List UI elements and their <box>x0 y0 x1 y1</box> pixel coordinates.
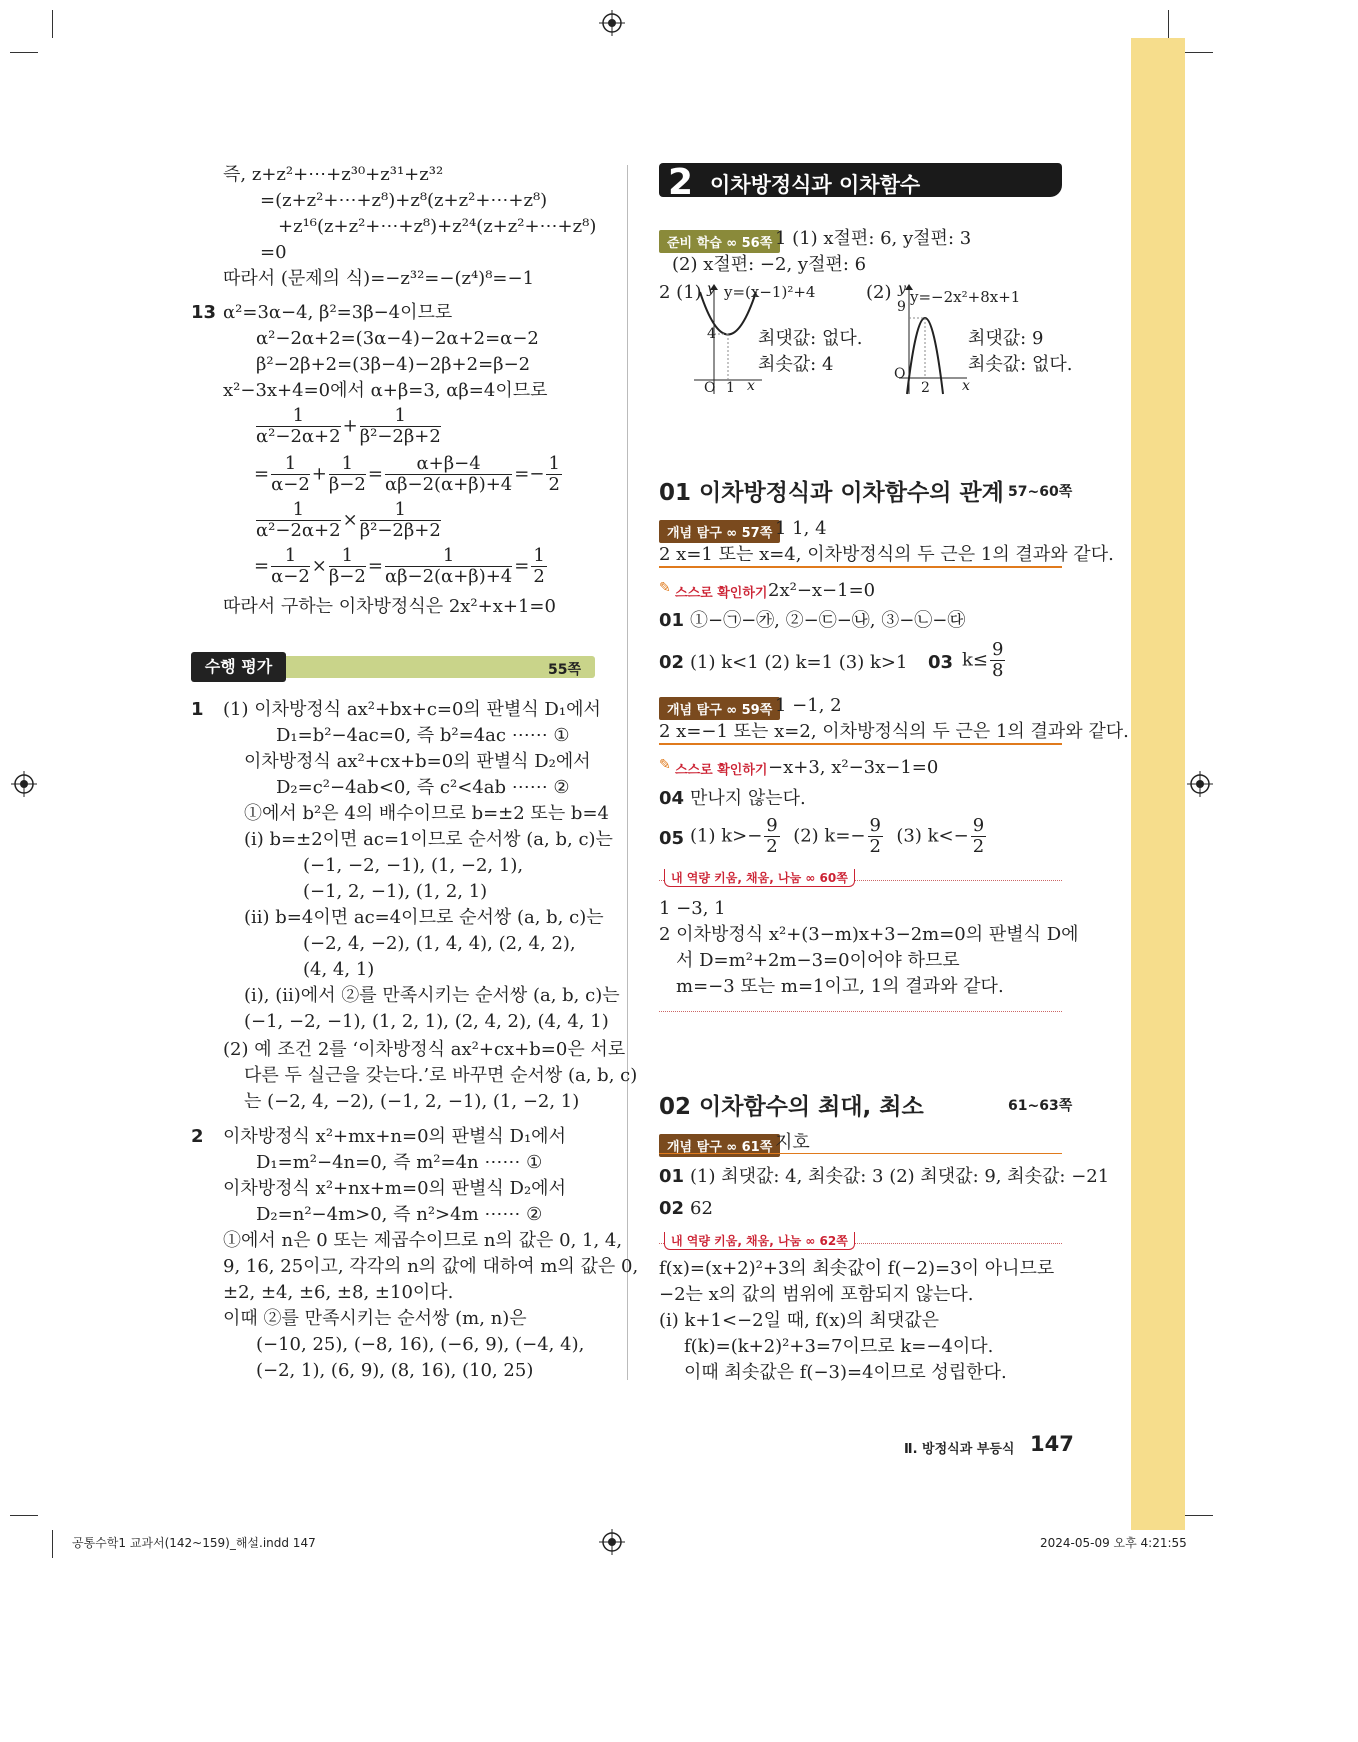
denominator: α−2 <box>271 566 310 587</box>
text-line: 만나지 않는다. <box>690 788 806 809</box>
text-line: (−10, 25), (−8, 16), (−6, 9), (−4, 4), <box>256 1334 585 1355</box>
text-line: (2) x절편: −2, y절편: 6 <box>672 254 867 275</box>
text-line: 이때 ②를 만족시키는 순서쌍 (m, n)은 <box>223 1308 527 1329</box>
text-line: −2는 x의 값의 범위에 포함되지 않는다. <box>659 1284 974 1305</box>
section-title: 01 이차방정식과 이차함수의 관계 <box>659 480 1004 506</box>
text-line: (4, 4, 1) <box>303 959 375 980</box>
numerator: 1 <box>271 546 310 567</box>
text-line: =(z+z²+⋯+z⁸)+z⁸(z+z²+⋯+z⁸) <box>260 190 548 211</box>
question-number: 03 <box>928 652 954 673</box>
q05-part3: (3) k<− <box>896 825 969 847</box>
registration-mark-icon <box>599 1529 625 1555</box>
text-line: +z¹⁶(z+z²+⋯+z⁸)+z²⁴(z+z²+⋯+z⁸) <box>278 216 597 237</box>
denominator: 8 <box>992 660 1004 681</box>
numerator: 1 <box>329 454 366 475</box>
answer-underline <box>659 1153 1062 1154</box>
section-pages: 57~60쪽 <box>1008 484 1073 500</box>
graph2-x-tick: 2 <box>921 380 930 396</box>
text-line: 다른 두 실근을 갖는다.’로 바꾸면 순서쌍 (a, b, c) <box>244 1065 638 1086</box>
registration-mark-icon <box>11 771 37 797</box>
text-line: −x+3, x²−3x−1=0 <box>768 757 939 778</box>
numerator: 1 <box>271 454 310 475</box>
text-line: x²−3x+4=0에서 α+β=3, αβ=4이므로 <box>223 380 548 401</box>
text-line: f(k)=(k+2)²+3=7이므로 k=−4이다. <box>684 1336 994 1357</box>
fraction-expression <box>690 816 988 857</box>
text-line: 2x²−x−1=0 <box>768 580 876 601</box>
page-number: 147 <box>1030 1432 1074 1456</box>
text-line: ①에서 n은 0 또는 제곱수이므로 n의 값은 0, 1, 4, <box>223 1230 623 1251</box>
text-line: 이차방정식 x²+mx+n=0의 판별식 D₁에서 <box>223 1126 566 1147</box>
text-line: ①−㉠−㉮, ②−㉢−㉯, ③−㉡−㉰ <box>690 610 966 631</box>
graph2-max: 최댓값: 9 <box>968 328 1044 349</box>
text-line: (−1, −2, −1), (1, 2, 1), (2, 4, 2), (4, 4, 1) <box>244 1011 609 1032</box>
numerator: α+β−4 <box>385 454 512 475</box>
text-line: 9, 16, 25이고, 각각의 n의 값에 대하여 m의 값은 0, <box>223 1256 639 1277</box>
fraction-expression: = $\frac{1}{\alpha-2}$ + $\frac{1}{\beta-2}$ = $\frac{\alpha+\beta-4}{\alpha\beta-2(\alpha+\beta)+4}$ =− $\frac{1}{2}$ <box>254 453 560 495</box>
graph2-min: 최솟값: 없다. <box>968 354 1073 375</box>
eval-header-label: 수행 평가 <box>191 652 286 682</box>
denominator: α²−2α+2 <box>256 426 341 447</box>
side-tab <box>1131 38 1185 1530</box>
text-line: D₂=n²−4m>0, 즉 n²>4m ⋯⋯ ② <box>256 1204 543 1225</box>
crop-mark <box>10 1515 38 1516</box>
text-line: α²−2α+2=(3α−4)−2α+2=α−2 <box>256 328 539 349</box>
text-line: α²=3α−4, β²=3β−4이므로 <box>223 302 453 323</box>
numerator: 1 <box>360 500 441 521</box>
concept-chip: 개념 탐구 ∞ 61쪽 <box>659 1134 780 1157</box>
denominator: 2 <box>548 474 560 495</box>
pencil-icon: ✎ <box>659 757 671 773</box>
text-line: 2 x=−1 또는 x=2, 이차방정식의 두 근은 1의 결과와 같다. <box>659 721 1129 742</box>
denominator: β−2 <box>328 566 366 587</box>
text-line: (−2, 4, −2), (1, 4, 4), (2, 4, 2), <box>303 933 576 954</box>
graph2-equation: y=−2x²+8x+1 <box>910 288 1021 306</box>
text-line: β²−2β+2=(3β−4)−2β+2=β−2 <box>256 354 531 375</box>
registration-mark-icon <box>1187 771 1213 797</box>
text-line: 이차방정식 ax²+cx+b=0의 판별식 D₂에서 <box>244 751 591 772</box>
graph2-axis-x: x <box>962 378 970 394</box>
question-number: 02 <box>659 652 685 673</box>
crop-mark <box>52 10 53 38</box>
graph1-axis-x: x <box>747 378 755 394</box>
text-line: (−1, 2, −1), (1, 2, 1) <box>303 881 488 902</box>
concept-chip: 개념 탐구 ∞ 57쪽 <box>659 520 780 543</box>
fraction-expression: $\frac{1}{\text{α²−2α+2}}$ + $\frac{1}{\text{β²−2β+2}}$ <box>256 405 441 447</box>
text-line: D₂=c²−4ab<0, 즉 c²<4ab ⋯⋯ ② <box>276 777 570 798</box>
text-line: (2) 예 조건 2를 ‘이차방정식 ax²+cx+b=0은 서로 <box>223 1039 626 1060</box>
text-line: 1 −3, 1 <box>659 898 726 919</box>
graph1-max: 최댓값: 없다. <box>758 328 863 349</box>
crop-mark <box>52 1530 53 1558</box>
text-line: (2) <box>866 282 892 303</box>
fraction-expression: = $\frac{1}{\alpha-2}$ × $\frac{1}{\beta-2}$ = $\frac{1}{\alpha\beta-2(\alpha+\beta)+4}$ = $\frac{1}{2}$ <box>254 545 545 587</box>
grow-label: 내 역량 키움, 채움, 나눔 ∞ 60쪽 <box>664 869 855 887</box>
numerator: 1 <box>329 546 366 567</box>
question-number: 04 <box>659 788 685 809</box>
text-line: m=−3 또는 m=1이고, 1의 결과와 같다. <box>676 976 1004 997</box>
text-line: (−2, 1), (6, 9), (8, 16), (10, 25) <box>256 1360 534 1381</box>
graph2-origin: O <box>894 366 906 382</box>
self-check-label: 스스로 확인하기 <box>675 586 768 601</box>
numerator: 1 <box>548 453 560 474</box>
text-line: 이때 최솟값은 f(−3)=4이므로 성립한다. <box>684 1362 1007 1383</box>
chapter-number: 2 <box>668 162 694 203</box>
text-line: 1 (1) x절편: 6, y절편: 3 <box>775 228 972 249</box>
denominator: 2 <box>766 836 778 857</box>
question-number: 01 <box>659 1166 685 1187</box>
crop-mark <box>1168 10 1169 38</box>
column-divider <box>627 165 628 1380</box>
section-title: 02 이차함수의 최대, 최소 <box>659 1094 924 1120</box>
text-line: 2 이차방정식 x²+(3−m)x+3−2m=0의 판별식 D에 <box>659 924 1079 945</box>
text-line: 따라서 (문제의 식)=−z³²=−(z⁴)⁸=−1 <box>223 268 535 289</box>
graph1-x-tick: 1 <box>726 380 735 396</box>
graph1-min: 최솟값: 4 <box>758 354 834 375</box>
denominator: 2 <box>869 836 881 857</box>
text-line: ①에서 b²은 4의 배수이므로 b=±2 또는 b=4 <box>244 803 609 824</box>
text-line: 서 D=m²+2m−3=0이어야 하므로 <box>676 950 960 971</box>
fraction-expression <box>962 640 1007 681</box>
graph2-axis-y: y <box>898 281 906 297</box>
denominator: β²−2β+2 <box>359 426 441 447</box>
text-line: 는 (−2, 4, −2), (−1, 2, −1), (1, −2, 1) <box>244 1091 580 1112</box>
question-number: 01 <box>659 610 685 631</box>
denominator: αβ−2(α+β)+4 <box>384 566 513 587</box>
numerator: 9 <box>992 639 1004 660</box>
text-line: =0 <box>260 242 287 263</box>
slug-file: 공통수학1 교과서(142~159)_해설.indd 147 <box>72 1536 316 1550</box>
text-line: 62 <box>690 1198 713 1219</box>
text-line: 1 −1, 2 <box>775 695 842 716</box>
q05-part1: (1) k>− <box>690 825 763 847</box>
concept-chip: 개념 탐구 ∞ 59쪽 <box>659 697 780 720</box>
text-line: 2 x=1 또는 x=4, 이차방정식의 두 근은 1의 결과와 같다. <box>659 544 1114 565</box>
text-line: (ⅱ) b=4이면 ac=4이므로 순서쌍 (a, b, c)는 <box>244 907 604 928</box>
k-leq: k≤ <box>962 649 988 671</box>
text-line: (ⅰ), (ⅱ)에서 ②를 만족시키는 순서쌍 (a, b, c)는 <box>244 985 620 1006</box>
problem-number: 2 <box>191 1126 204 1147</box>
text-line: 따라서 구하는 이차방정식은 2x²+x+1=0 <box>223 596 556 617</box>
text-line: 2 (1) <box>659 282 702 303</box>
graph1-origin: O <box>704 380 716 396</box>
numerator: 1 <box>256 406 341 427</box>
registration-mark-icon <box>599 10 625 36</box>
numerator: 9 <box>766 815 778 836</box>
denominator: 2 <box>972 836 985 857</box>
graph2-y-tick: 9 <box>897 299 906 315</box>
text-line: 지호 <box>775 1132 810 1153</box>
crop-mark <box>1185 1515 1213 1516</box>
problem-number: 13 <box>191 302 217 323</box>
text-line: 즉, z+z²+⋯+z³⁰+z³¹+z³² <box>223 164 444 185</box>
denominator: β−2 <box>328 474 366 495</box>
prep-chip: 준비 학습 ∞ 56쪽 <box>659 230 780 253</box>
q05-part2: (2) k=− <box>793 825 866 847</box>
numerator: 1 <box>256 500 341 521</box>
numerator: 9 <box>972 815 985 836</box>
slug-timestamp: 2024-05-09 오후 4:21:55 <box>1040 1536 1187 1550</box>
section-pages: 61~63쪽 <box>1008 1098 1073 1114</box>
text-line: (−1, −2, −1), (1, −2, 1), <box>303 855 524 876</box>
question-number: 02 <box>659 1198 685 1219</box>
fraction-expression: $\frac{1}{\text{α²−2α+2}}$ × $\frac{1}{\text{β²−2β+2}}$ <box>256 499 441 541</box>
denominator: β²−2β+2 <box>359 520 441 541</box>
pencil-icon: ✎ <box>659 580 671 596</box>
text-line: 1 1, 4 <box>775 518 827 539</box>
self-check-label: 스스로 확인하기 <box>675 763 768 778</box>
denominator: α−2 <box>271 474 310 495</box>
numerator: 1 <box>533 545 545 566</box>
graph1-y-tick: 4 <box>707 326 716 342</box>
numerator: 9 <box>869 815 881 836</box>
numerator: 1 <box>385 546 512 567</box>
text-line: (1) k<1 (2) k=1 (3) k>1 <box>690 652 908 673</box>
numerator: 1 <box>360 406 441 427</box>
problem-number: 1 <box>191 699 204 720</box>
graph1-equation: y=(x−1)²+4 <box>724 283 816 301</box>
text-line: (1) 최댓값: 4, 최솟값: 3 (2) 최댓값: 9, 최솟값: −21 <box>690 1166 1110 1187</box>
text-line: (ⅰ) b=±2이면 ac=1이므로 순서쌍 (a, b, c)는 <box>244 829 613 850</box>
text-line: ±2, ±4, ±6, ±8, ±10이다. <box>223 1282 454 1303</box>
text-line: 이차방정식 x²+nx+m=0의 판별식 D₂에서 <box>223 1178 566 1199</box>
eval-header-page: 55쪽 <box>548 662 582 678</box>
crop-mark <box>1185 52 1213 53</box>
text-line: (ⅰ) k+1<−2일 때, f(x)의 최댓값은 <box>659 1310 940 1331</box>
question-number: 05 <box>659 828 685 849</box>
grow-label: 내 역량 키움, 채움, 나눔 ∞ 62쪽 <box>664 1232 855 1250</box>
footer-section: Ⅱ. 방정식과 부등식 <box>904 1442 1015 1457</box>
chapter-title: 이차방정식과 이차함수 <box>710 173 921 197</box>
text-line: f(x)=(x+2)²+3의 최솟값이 f(−2)=3이 아니므로 <box>659 1258 1055 1279</box>
denominator: α²−2α+2 <box>256 520 341 541</box>
graph1-axis-y: y <box>707 281 715 297</box>
denominator: 2 <box>533 566 545 587</box>
text-line: (1) 이차방정식 ax²+bx+c=0의 판별식 D₁에서 <box>223 699 601 720</box>
denominator: αβ−2(α+β)+4 <box>384 474 513 495</box>
text-line: D₁=m²−4n=0, 즉 m²=4n ⋯⋯ ① <box>256 1152 543 1173</box>
text-line: D₁=b²−4ac=0, 즉 b²=4ac ⋯⋯ ① <box>276 725 570 746</box>
crop-mark <box>10 52 38 53</box>
